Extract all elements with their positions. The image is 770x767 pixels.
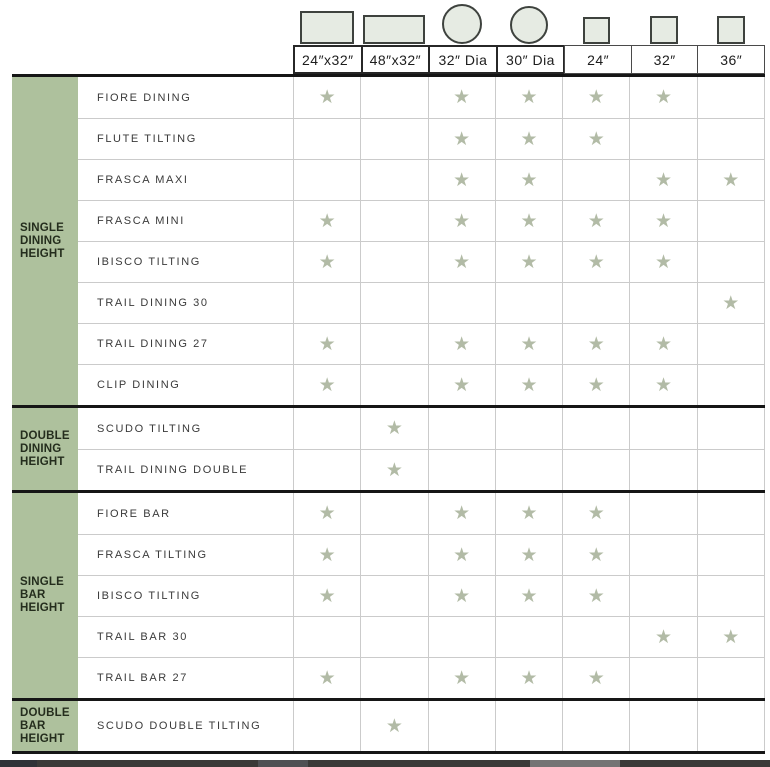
product-name: IBISCO TILTING (97, 256, 201, 268)
product-name: FIORE DINING (97, 91, 192, 104)
star-cell (293, 77, 360, 118)
star-cell (629, 408, 696, 449)
star-cell (629, 242, 696, 282)
star-icon: ★ (318, 373, 336, 396)
star-cell (360, 242, 427, 282)
star-cell (293, 242, 360, 282)
star-cell (360, 535, 427, 575)
circle-top-icon (510, 6, 548, 44)
star-cell (293, 408, 360, 449)
star-cell (360, 658, 427, 698)
height-group (12, 490, 765, 698)
group-rows (78, 493, 765, 698)
star-icon: ★ (655, 373, 673, 396)
star-icon: ★ (453, 584, 471, 607)
star-cell (629, 535, 696, 575)
star-cell (428, 119, 495, 159)
product-name: CLIP DINING (97, 379, 181, 391)
star-cell (495, 658, 562, 698)
star-cell (293, 365, 360, 405)
star-cell (293, 701, 360, 751)
star-icon: ★ (587, 502, 605, 524)
shape-column (495, 6, 562, 44)
square-top-icon (717, 16, 745, 44)
star-cell (629, 450, 696, 490)
star-cell (697, 617, 764, 657)
compatibility-table (12, 74, 765, 754)
shape-column (428, 4, 495, 44)
star-icon: ★ (520, 209, 538, 232)
table-row (78, 159, 764, 200)
table-row (78, 701, 764, 751)
star-cell (428, 77, 495, 118)
star-cell (428, 365, 495, 405)
star-cell (697, 324, 764, 364)
height-group (12, 77, 765, 405)
shape-column (563, 17, 630, 44)
star-icon: ★ (655, 209, 673, 232)
star-icon: ★ (587, 373, 605, 396)
star-cell (697, 658, 764, 698)
star-icon: ★ (520, 666, 538, 689)
star-cell (629, 365, 696, 405)
star-cell (495, 324, 562, 364)
star-cell (562, 701, 629, 751)
table-row (78, 616, 764, 657)
product-name: FRASCA TILTING (97, 549, 208, 561)
product-name: SCUDO DOUBLE TILTING (97, 720, 262, 732)
star-cell (428, 535, 495, 575)
table-row (78, 657, 764, 698)
star-icon: ★ (655, 332, 673, 355)
table-row (78, 449, 764, 490)
star-cell (293, 119, 360, 159)
star-cell (428, 201, 495, 241)
star-cell (495, 617, 562, 657)
star-cell (495, 701, 562, 751)
star-cell (562, 617, 629, 657)
shape-column (698, 16, 765, 44)
star-cell (360, 576, 427, 616)
star-cell (562, 408, 629, 449)
star-icon: ★ (587, 332, 605, 355)
star-cell (360, 201, 427, 241)
table-row (78, 77, 764, 118)
star-cell (562, 77, 629, 118)
star-cell (495, 77, 562, 118)
star-cell (562, 365, 629, 405)
star-cell (629, 201, 696, 241)
star-icon: ★ (318, 332, 336, 355)
table-row (78, 323, 764, 364)
shape-column (293, 11, 360, 44)
star-cell (428, 324, 495, 364)
table-row (78, 575, 764, 616)
star-icon: ★ (318, 502, 336, 524)
group-rows (78, 701, 765, 751)
product-name: FIORE BAR (97, 507, 171, 520)
star-cell (293, 160, 360, 200)
size-column-header: 48″x32″ (361, 45, 431, 74)
star-cell (428, 408, 495, 449)
star-cell (428, 450, 495, 490)
product-name: TRAIL DINING DOUBLE (97, 464, 249, 476)
star-cell (428, 701, 495, 751)
star-cell (562, 535, 629, 575)
star-icon: ★ (453, 502, 471, 524)
table-row (78, 241, 764, 282)
group-rows (78, 408, 765, 490)
star-icon: ★ (318, 584, 336, 607)
star-icon: ★ (318, 86, 336, 108)
table-row (78, 408, 764, 449)
star-cell (360, 365, 427, 405)
product-name: TRAIL DINING 30 (97, 297, 209, 309)
star-cell (428, 160, 495, 200)
star-cell (428, 283, 495, 323)
star-cell (495, 450, 562, 490)
star-icon: ★ (453, 373, 471, 396)
star-icon: ★ (587, 250, 605, 273)
star-icon: ★ (453, 666, 471, 689)
square-top-icon (583, 17, 610, 44)
star-icon: ★ (453, 543, 471, 566)
star-icon: ★ (722, 291, 740, 314)
star-cell (697, 493, 764, 534)
star-cell (562, 160, 629, 200)
star-cell (293, 617, 360, 657)
star-cell (697, 535, 764, 575)
star-cell (360, 283, 427, 323)
star-cell (293, 201, 360, 241)
star-cell (697, 77, 764, 118)
star-cell (697, 450, 764, 490)
star-icon: ★ (722, 168, 740, 191)
star-icon: ★ (655, 625, 673, 648)
star-cell (293, 283, 360, 323)
star-cell (697, 365, 764, 405)
star-icon: ★ (520, 373, 538, 396)
star-icon: ★ (655, 86, 673, 108)
star-icon: ★ (453, 209, 471, 232)
star-cell (629, 576, 696, 616)
star-cell (629, 77, 696, 118)
star-icon: ★ (587, 209, 605, 232)
star-cell (293, 493, 360, 534)
star-cell (495, 119, 562, 159)
size-column-header: 36″ (697, 45, 765, 74)
star-icon: ★ (453, 332, 471, 355)
star-cell (360, 701, 427, 751)
star-icon: ★ (587, 86, 605, 108)
product-name: FRASCA MAXI (97, 174, 189, 186)
star-cell (495, 576, 562, 616)
star-icon: ★ (520, 127, 538, 150)
star-cell (360, 77, 427, 118)
star-cell (360, 324, 427, 364)
group-label: DOUBLE DINING HEIGHT (20, 429, 70, 468)
star-cell (629, 658, 696, 698)
star-icon: ★ (318, 250, 336, 273)
star-cell (562, 283, 629, 323)
size-column-header: 24″ (564, 45, 632, 74)
table-row (78, 493, 764, 534)
star-cell (562, 576, 629, 616)
star-icon: ★ (587, 666, 605, 689)
page-edge-strip (0, 760, 770, 767)
star-cell (697, 283, 764, 323)
table-row (78, 200, 764, 241)
table-row (78, 282, 764, 323)
star-cell (697, 576, 764, 616)
size-column-header: 30″ Dia (496, 45, 566, 74)
star-icon: ★ (655, 250, 673, 273)
star-cell (697, 201, 764, 241)
star-icon: ★ (520, 168, 538, 191)
star-icon: ★ (722, 625, 740, 648)
group-label: DOUBLE BAR HEIGHT (20, 706, 70, 745)
table-row (78, 534, 764, 575)
star-icon: ★ (318, 666, 336, 689)
star-cell (562, 119, 629, 159)
size-label-row (293, 45, 765, 74)
star-cell (495, 242, 562, 282)
star-cell (293, 450, 360, 490)
star-cell (495, 365, 562, 405)
star-cell (293, 576, 360, 616)
star-icon: ★ (520, 584, 538, 607)
square-top-icon (650, 16, 678, 44)
star-cell (293, 324, 360, 364)
star-icon: ★ (385, 458, 403, 481)
star-icon: ★ (587, 584, 605, 607)
height-group (12, 405, 765, 490)
star-cell (562, 324, 629, 364)
star-cell (428, 242, 495, 282)
star-icon: ★ (520, 332, 538, 355)
size-column-header: 32″ (631, 45, 699, 74)
star-cell (697, 160, 764, 200)
star-cell (697, 408, 764, 449)
star-cell (629, 324, 696, 364)
group-label: SINGLE BAR HEIGHT (20, 576, 65, 614)
star-cell (495, 160, 562, 200)
star-icon: ★ (385, 714, 403, 737)
star-cell (629, 617, 696, 657)
star-cell (562, 242, 629, 282)
star-cell (428, 617, 495, 657)
product-name: SCUDO TILTING (97, 422, 202, 435)
star-icon: ★ (587, 543, 605, 566)
star-cell (293, 658, 360, 698)
rect-top-icon (300, 11, 354, 44)
shape-column (630, 16, 697, 44)
product-name: TRAIL DINING 27 (97, 338, 209, 350)
star-icon: ★ (520, 250, 538, 273)
star-cell (629, 119, 696, 159)
star-icon: ★ (520, 86, 538, 108)
star-cell (629, 283, 696, 323)
star-cell (495, 535, 562, 575)
star-cell (495, 493, 562, 534)
star-icon: ★ (520, 502, 538, 524)
star-cell (629, 160, 696, 200)
star-icon: ★ (453, 86, 471, 108)
table-row (78, 118, 764, 159)
star-icon: ★ (318, 209, 336, 232)
star-cell (629, 493, 696, 534)
group-rows (78, 77, 765, 405)
star-cell (360, 408, 427, 449)
size-column-header: 24″x32″ (293, 45, 363, 74)
star-cell (428, 658, 495, 698)
page-edge-segment (0, 760, 37, 767)
product-name: FRASCA MINI (97, 215, 185, 227)
star-cell (428, 576, 495, 616)
star-cell (360, 450, 427, 490)
top-shape-row (293, 6, 765, 44)
star-icon: ★ (385, 417, 403, 439)
star-cell (293, 535, 360, 575)
page-edge-segment (530, 760, 620, 767)
product-name: IBISCO TILTING (97, 590, 201, 602)
star-cell (495, 283, 562, 323)
height-group (12, 698, 765, 751)
star-cell (562, 201, 629, 241)
star-cell (697, 242, 764, 282)
star-icon: ★ (655, 168, 673, 191)
shape-column (360, 15, 427, 44)
star-icon: ★ (453, 168, 471, 191)
group-label: SINGLE DINING HEIGHT (20, 221, 65, 260)
product-name: FLUTE TILTING (97, 133, 197, 145)
star-cell (495, 201, 562, 241)
star-cell (360, 119, 427, 159)
star-icon: ★ (453, 127, 471, 150)
table-row (78, 364, 764, 405)
star-cell (562, 658, 629, 698)
star-icon: ★ (587, 127, 605, 150)
size-column-header: 32″ Dia (428, 45, 498, 74)
star-cell (360, 493, 427, 534)
star-icon: ★ (520, 543, 538, 566)
star-icon: ★ (318, 543, 336, 566)
star-cell (360, 617, 427, 657)
rect-top-icon (363, 15, 425, 44)
star-cell (428, 493, 495, 534)
star-cell (562, 493, 629, 534)
star-cell (697, 701, 764, 751)
product-name: TRAIL BAR 27 (97, 672, 188, 684)
star-cell (562, 450, 629, 490)
star-cell (360, 160, 427, 200)
page-edge-segment (258, 760, 308, 767)
star-cell (629, 701, 696, 751)
star-icon: ★ (453, 250, 471, 273)
product-name: TRAIL BAR 30 (97, 631, 188, 643)
star-cell (495, 408, 562, 449)
circle-top-icon (442, 4, 482, 44)
star-cell (697, 119, 764, 159)
